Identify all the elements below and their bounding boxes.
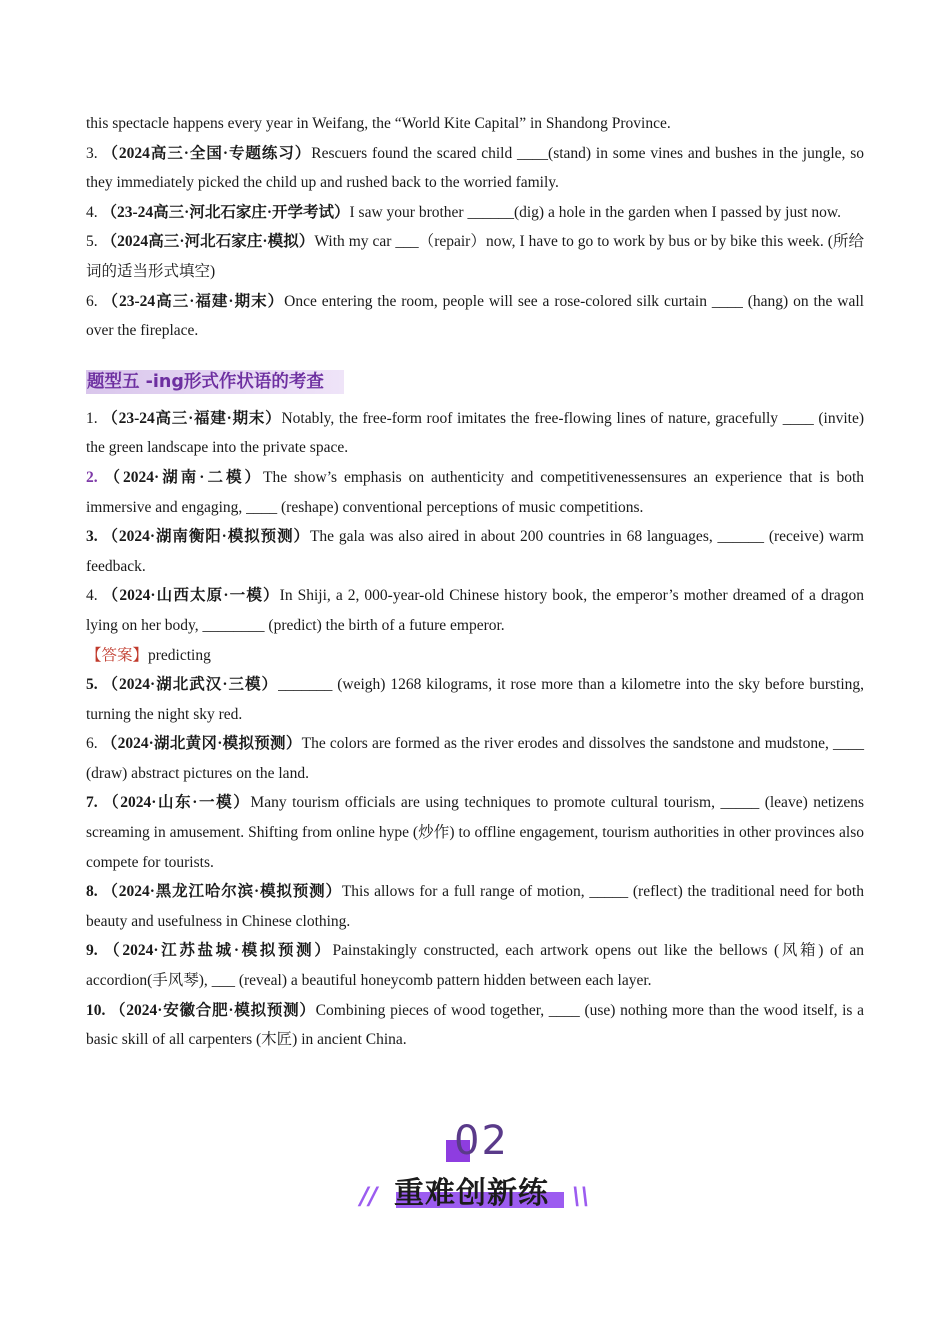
answer-blank: ____ [517,144,549,162]
item-number: 6. [86,735,98,753]
exercise-item [86,936,864,995]
section-number: 02 [454,1118,509,1164]
exercise-item [86,877,864,936]
slash-left-decoration: // [360,1182,378,1210]
answer-blank: ____ [548,1001,580,1019]
section-title: 题型五 -ing形式作状语的考查 [87,371,324,392]
item-number: 6. [86,292,98,310]
exercise-item [86,463,864,522]
item-text-after: (draw) abstract pictures on the land. [86,764,309,782]
document-page [86,109,864,1055]
item-source-tag: （2024高三·河北石家庄·模拟） [101,233,315,251]
item-source-tag: （2024·湖北武汉·三模） [102,676,279,694]
exercise-item [86,729,864,788]
item-text-before: Rescuers found the scared child [311,144,518,162]
slash-right-decoration: \\ [572,1182,590,1210]
items-main-list [86,404,864,1055]
item-text-after: (reveal) a beautiful honeycomb pattern hidden between each layer. [234,972,652,990]
item-source-tag: （23-24高三·河北石家庄·开学考试） [101,203,350,221]
item-text-before: Combining pieces of wood together, [315,1001,549,1019]
item-number: 5. [86,233,98,251]
answer-blank: ____ [711,292,743,310]
item-text-after: (dig) a hole in the garden when I passed by just now. [513,203,841,221]
answer-blank: ___ [395,233,419,251]
intro-line: this spectacle happens every year in Weifang, the “World Kite Capital” in Shandong Province. [86,115,671,132]
section-footer-badge [358,1118,590,1218]
items-top-list [86,139,864,346]
item-text-after: (hang) on the wall over the fireplace. [86,292,864,340]
item-text-before: With my car [314,233,396,251]
item-number: 5. [86,676,98,694]
item-text-before: Notably, the free-form roof imitates the free-flowing lines of nature, gracefully [281,409,783,427]
item-number: 8. [86,883,98,901]
answer-blank: ____ [833,735,865,753]
exercise-item [86,996,864,1055]
item-text-after: (use) nothing more than the wood itself, is a basic skill of all carpenters (木匠) in ancient China. [86,1001,864,1049]
answer-blank: ___ [211,972,235,990]
item-text-before: I saw your brother [349,203,468,221]
item-number: 3. [86,528,98,546]
answer-blank: ______ [467,203,514,221]
item-text-before: In Shiji, a 2, 000-year-old Chinese history book, the emperor’s mother dreamed of a dragon lying on her body, [86,587,865,634]
item-source-tag: （2024·黑龙江哈尔滨·模拟预测） [102,883,342,901]
item-source-tag: （2024高三·全国·专题练习） [102,144,312,162]
item-source-tag: （2024·山东·一模） [103,794,251,812]
item-text-before: Painstakingly constructed, each artwork opens out like the bellows (风箱) of an accordion(手风琴), [86,942,865,990]
item-text-after: (stand) in some vines and bushes in the jungle, so they immediately picked the child up and rushed back to the worried family. [86,144,865,192]
item-number: 9. [86,942,98,960]
item-source-tag: （23-24高三·福建·期末） [102,409,282,427]
item-text-after: (reflect) the traditional need for both beauty and usefulness in Chinese clothing. [86,883,864,930]
item-text-after: （repair）now, I have to go to work by bus or by bike this week. (所给词的适当形式填空) [86,233,865,280]
answer-blank: _______ [278,676,333,694]
item-text-after: (invite) the green landscape into the private space. [86,409,865,457]
item-text-after: (reshape) conventional perceptions of music competitions. [277,498,644,516]
exercise-item [86,287,864,346]
item-text-after: (predict) the birth of a future emperor. [264,616,505,634]
answer-text: predicting [148,646,211,664]
section-label: 重难创新练 [394,1176,549,1211]
item-number: 4. [86,587,98,605]
item-number: 4. [86,203,98,221]
item-number: 10. [86,1001,106,1019]
item-text-before: The colors are formed as the river erodes and dissolves the sandstone and mudstone, [301,735,834,753]
answer-blank: ________ [202,616,265,634]
item-number: 1. [86,409,98,427]
answer-blank: _____ [720,794,760,812]
item-text-after: (leave) netizens screaming in amusement. Shifting from online hype (炒作) to offline engagement, tourism authorities in other provinces also compete for tourists. [86,794,865,871]
section-header [86,366,864,396]
exercise-item [86,227,864,286]
answer-line [86,641,864,671]
item-text-before: Many tourism officials are using techniques to promote cultural tourism, [250,794,721,812]
item-text-before: The show’s emphasis on authenticity and competitivenessensures an experience that is both immersive and engaging, [86,468,865,516]
answer-blank: ____ [246,498,278,516]
exercise-item [86,581,864,640]
item-source-tag: （2024·湖北黄冈·模拟预测） [101,735,302,753]
item-text-after: (receive) warm feedback. [86,528,864,575]
item-source-tag: （2024·湖南衡阳·模拟预测） [102,528,310,546]
exercise-item [86,139,864,198]
item-number: 7. [86,794,98,812]
item-source-tag: （2024·湖南·二模） [104,468,264,486]
item-source-tag: （23-24高三·福建·期末） [102,292,285,310]
item-number: 2. [86,468,98,486]
item-text-before: The gala was also aired in about 200 countries in 68 languages, [309,528,718,546]
item-source-tag: （2024·江苏盐城·模拟预测） [104,942,333,960]
exercise-item [86,404,864,463]
item-source-tag: （2024·山西太原·一模） [102,587,280,605]
item-source-tag: （2024·安徽合肥·模拟预测） [110,1001,316,1019]
answer-blank: ______ [717,528,765,546]
exercise-item [86,522,864,581]
exercise-item [86,788,864,877]
item-number: 3. [86,144,98,162]
answer-blank: _____ [589,883,629,901]
item-text-after: (weigh) 1268 kilograms, it rose more than a kilometre into the sky before bursting, turning the night sky red. [86,676,865,723]
exercise-item [86,198,864,228]
answer-label: 【答案】 [86,646,149,664]
exercise-item [86,670,864,729]
item-text-before: Once entering the room, people will see a rose-colored silk curtain [284,292,712,310]
item-text-before: This allows for a full range of motion, [341,883,590,901]
answer-blank: ____ [782,409,814,427]
